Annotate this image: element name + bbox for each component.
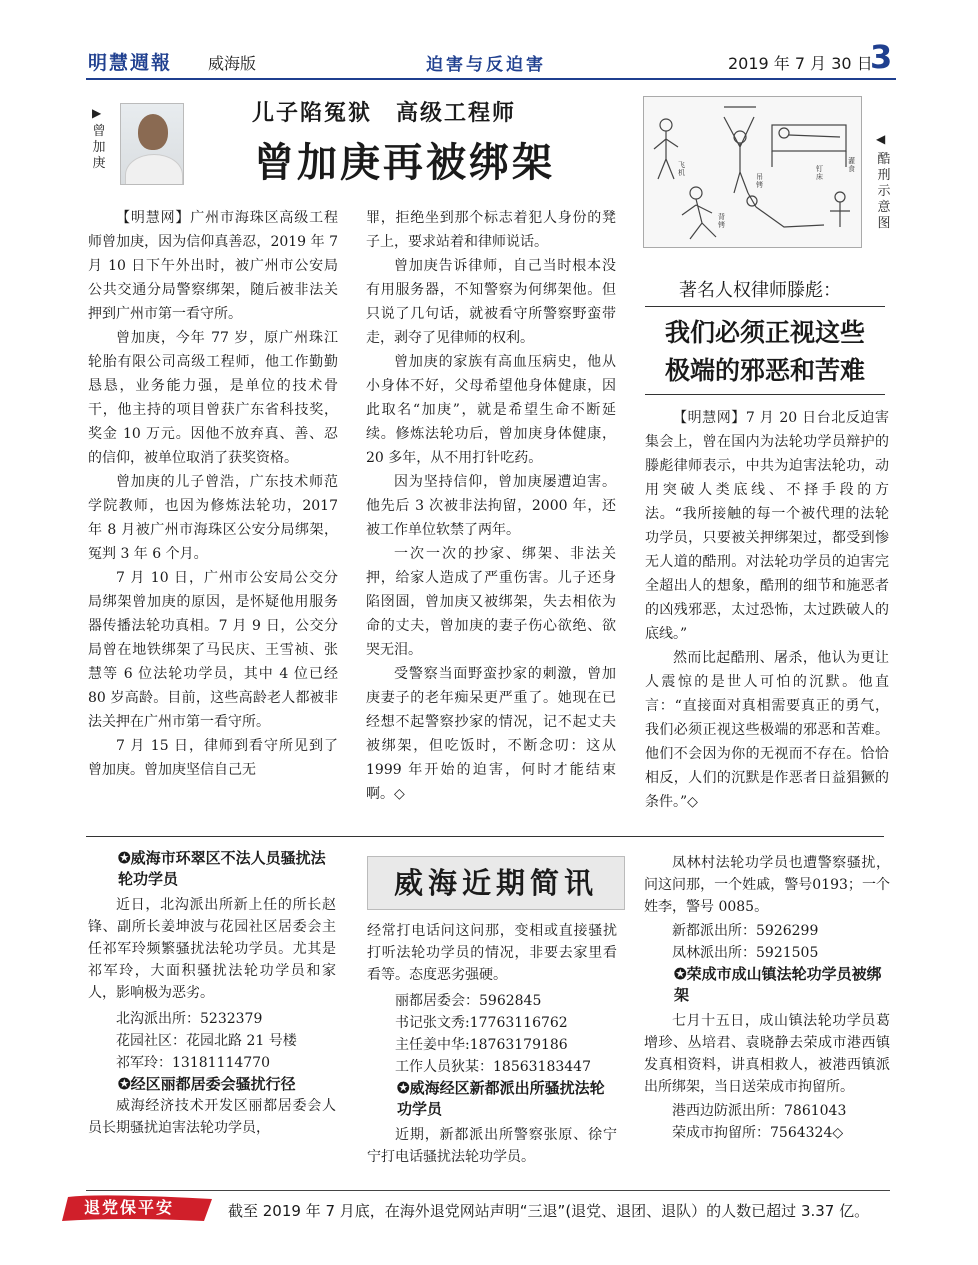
brief-body: 经常打电话问这问那，变相或直接骚扰打听法轮功学员的情况，非要去家里看看等。态度恶劣强硬。	[367, 923, 617, 983]
svg-text:灌: 灌	[848, 157, 855, 165]
contact-line: 书记张文秀:17763116762	[395, 1015, 568, 1031]
contact-line: 工作人员狄某：18563183447	[395, 1059, 591, 1075]
paragraph: 一次一次的抄家、绑架、非法关押，给家人造成了严重伤害。儿子还身陷囹圄，曾加庚又被绑架，失去相依为命的丈夫，曾加庚的妻子伤心欲绝、欲哭无泪。	[366, 546, 616, 658]
brief-body: 威海经济技术开发区丽都居委会人员长期骚扰迫害法轮功学员，	[88, 1098, 336, 1136]
paragraph: 罪，拒绝坐到那个标志着犯人身份的凳子上，要求站着和律师说话。	[366, 210, 616, 250]
brief-column-2	[367, 920, 617, 1168]
briefs-box-title: 威海近期简讯	[367, 856, 625, 910]
torture-illustration	[643, 96, 862, 248]
side-article-body	[645, 406, 889, 814]
footer-statement: 截至 2019 年 7 月底，在海外退党网站声明“三退”(退党、退团、退队）的人数已超过 3.37 亿。	[228, 1202, 870, 1220]
paragraph: 【明慧网】7 月 20 日台北反迫害集会上，曾在国内为法轮功学员辩护的滕彪律师表示，中共为迫害法轮功，动用突破人类底线、不择手段的方法。“我所接触的每一个被代理的法轮功学员，只要被关押绑架过，都受到惨无人道的酷刑。对法轮功学员的迫害完全超出人的想象，酷刑的细节和施恶者的凶残邪恶，太过恐怖，太过跌破人的底线。”	[645, 410, 889, 642]
side-article-kicker: 著名人权律师滕彪：	[679, 280, 841, 301]
contact-line: 港西边防派出所：7861043	[672, 1103, 847, 1119]
side-title-bottom-rule	[645, 394, 885, 395]
article-kicker: 儿子陷冤狱 高级工程师	[252, 100, 517, 126]
brief-title: ✪荣成市成山镇法轮功学员被绑架	[674, 965, 882, 1004]
section-divider	[86, 836, 884, 837]
brief-title: ✪威海市环翠区不法人员骚扰法轮功学员	[118, 849, 326, 888]
contact-line: 花园社区：花园北路 21 号楼	[116, 1033, 297, 1049]
contact-line: 北沟派出所：5232379	[116, 1011, 263, 1027]
torture-sketch	[644, 97, 861, 247]
svg-text:铐: 铐	[756, 181, 763, 189]
brief-title: ✪威海经区新都派出所骚扰法轮功学员	[397, 1079, 605, 1118]
contact-line: 丽都居委会：5962845	[395, 993, 542, 1009]
issue-date: 2019 年 7 月 30 日	[728, 54, 873, 73]
svg-text:机: 机	[678, 169, 685, 177]
paragraph: 7 月 10 日，广州市公安局公交分局绑架曾加庚的原因，是怀疑他用服务器传播法轮功真相。7 月 9 日，公交分局曾在地铁绑架了马民庆、王雪祯、张慧等 6 位法轮功学员，其中 4 位已经 80 岁高龄。目前，这些高龄老人都被非法关押在广州市第一看守所。	[88, 570, 338, 730]
brief-title: ✪经区丽都居委会骚扰行径	[118, 1075, 296, 1093]
caption-arrow-icon: ▶	[92, 106, 102, 120]
brief-body: 凤林村法轮功学员也遭警察骚扰，问这问那，一个姓戚，警号0193；一个姓李，警号 0085。	[644, 855, 890, 915]
side-article-title: 我们必须正视这些 极端的邪恶和苦难	[664, 318, 865, 385]
illustration-caption: 酷 刑 示 意 图	[877, 152, 891, 231]
article-headline: 曾加庚再被绑架	[254, 139, 555, 186]
brief-body: 近日，北沟派出所新上任的所长赵锋、副所长姜坤波与花园社区居委会主任祁军玲频繁骚扰法轮功学员。尤其是祁军玲，大面积骚扰法轮功学员和家人，影响极为恶劣。	[88, 897, 336, 1001]
contact-line: 主任姜中华:18763179186	[395, 1037, 568, 1053]
newspaper-brand: 明慧週報	[88, 52, 173, 74]
brief-body: 近期，新都派出所警察张原、徐宁宁打电话骚扰法轮功学员。	[367, 1127, 617, 1165]
svg-text:铐: 铐	[718, 221, 725, 229]
paragraph: 曾加庚，今年 77 岁，原广州珠江轮胎有限公司高级工程师，他工作勤勤恳恳，业务能力强，是单位的技术骨干，他主持的项目曾获广东省科技奖，奖金 10 万元。因他不放弃真、善、忍的信仰，被单位取消了获奖资格。	[88, 330, 338, 466]
contact-line: 凤林派出所：5921505	[672, 945, 819, 961]
article-column-2	[366, 206, 616, 806]
brief-body: 七月十五日，成山镇法轮功学员葛增珍、丛培君、袁晓静去荣成市港西镇发真相资料，讲真相救人，被港西镇派出所绑架，当日送荣成市拘留所。	[644, 1013, 890, 1095]
paragraph: 曾加庚的儿子曾浩，广东技术师范学院教师，也因为修炼法轮功，2017 年 8 月被广州市海珠区公安分局绑架，冤判 3 年 6 个月。	[88, 474, 338, 562]
header-divider	[86, 78, 896, 80]
svg-text:吊: 吊	[756, 173, 763, 181]
paragraph: 曾加庚的家族有高血压病史，他从小身体不好，父母希望他身体健康，因此取名“加庚”，就是希望生命不断延续。修炼法轮功后，曾加庚身体健康，20 多年，从不用打针吃药。	[366, 354, 616, 466]
portrait-photo	[120, 103, 184, 185]
paragraph: 曾加庚告诉律师，自己当时根本没有用服务器，不知警察为何绑架他。但只说了几句话，就被看守所警察野蛮带走，剥夺了见律师的权利。	[366, 258, 616, 346]
photo-caption: 曾 加 庚	[92, 124, 106, 171]
side-title-top-rule	[645, 306, 885, 307]
section-title: 迫害与反迫害	[426, 55, 546, 75]
article-column-1	[88, 206, 338, 782]
page-number: 3	[870, 38, 893, 76]
brief-column-3	[644, 852, 890, 1144]
footer-divider	[86, 1190, 890, 1191]
svg-text:飞: 飞	[678, 161, 685, 169]
paragraph: 【明慧网】广州市海珠区高级工程师曾加庚，因为信仰真善忍，2019 年 7 月 10 日下午外出时，被广州市公安局公共交通分局警察绑架，随后被非法关押到广州市第一看守所。	[88, 210, 338, 322]
svg-text:钉: 钉	[816, 165, 823, 173]
brief-column-1	[88, 848, 336, 1139]
svg-text:床: 床	[816, 173, 823, 181]
paragraph: 受警察当面野蛮抄家的刺激，曾加庚妻子的老年痴呆更严重了。她现在已经想不起警察抄家的情况，记不起丈夫被绑架，但吃饭时，不断念叨：这从 1999 年开始的迫害，何时才能结束啊。◇	[366, 666, 616, 802]
paragraph: 然而比起酷刑、屠杀，他认为更让人震惊的是世人可怕的沉默。他直言：“直接面对真相需要真正的勇气，我们必须正视这些极端的邪恶和苦难。他们不会因为你的无视而不存在。恰恰相反，人们的沉默是作恶者日益猖獗的条件。”◇	[645, 650, 889, 810]
caption-arrow-icon: ◀	[876, 132, 886, 146]
contact-line: 荣成市拘留所：7564324◇	[672, 1125, 844, 1141]
paragraph: 因为坚持信仰，曾加庚屡遭迫害。他先后 3 次被非法拘留，2000 年，还被工作单位软禁了两年。	[366, 474, 616, 538]
edition-label: 威海版	[208, 54, 257, 73]
svg-text:背: 背	[718, 213, 725, 221]
svg-text:食: 食	[848, 165, 855, 173]
paragraph: 7 月 15 日，律师到看守所见到了曾加庚。曾加庚坚信自己无	[88, 738, 338, 778]
contact-line: 祁军玲：13181114770	[116, 1055, 270, 1071]
contact-line: 新都派出所：5926299	[672, 923, 819, 939]
footer-badge-label: 退党保平安	[84, 1198, 175, 1217]
